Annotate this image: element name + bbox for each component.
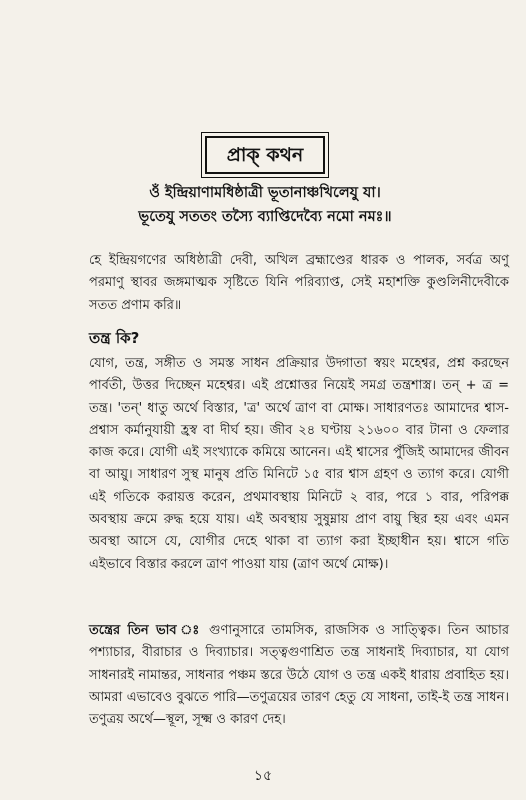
chapter-title: প্রাক্ কথন [205, 136, 325, 174]
page-number: ১৫ [253, 768, 273, 784]
verse-line-1: ওঁ ইন্দ্রিয়াণামধিষ্ঠাত্রী ভূতানাঞ্চখিলেযু যা। [149, 185, 381, 201]
verse-line-2: ভূতেযু সততং তস্যৈ ব্যাপ্তিদেব্যৈ নমো নমঃ॥ [138, 209, 392, 225]
bhava-text: গুণানুসারে তামসিক, রাজসিক ও সাত্ত্বিক। তিন আচার পশ্যাচার, বীরাচার ও দিব্যাচার। সত্ত্বগুণাশ্রিত তন্ত্র সাধনাই দিব্যাচার, যা যোগ সাধনারই নামান্তর, সাধনার পঞ্চম স্তরে উঠে যোগ ও তন্ত্র একই ধারায় প্রবাহিত হয়। আমরা এভাবেও বুঝতে পারি—তণুত্রয়ের তারণ হেতু যে সাধনা, তাই-ই তন্ত্র সাধন। তণুত্রয় অর্থে—স্থূল, সূক্ষ্ম ও কারণ দেহ। [89, 623, 509, 728]
intro-paragraph: হে ইন্দ্রিয়গণের অধিষ্ঠাত্রী দেবী, অখিল ব্রহ্মাণ্ডের ধারক ও পালক, সর্বত্র অণু পরমাণু স্থাবর জঙ্গমাত্মক সৃষ্টিতে যিনি পরিব্যাপ্ত, সেই মহাশক্তি কুণ্ডলিনীদেবীকে সতত প্রণাম করি॥ [89, 253, 509, 313]
section-heading: তন্ত্র কি? [89, 329, 140, 347]
tantra-paragraph: যোগ, তন্ত্র, সঙ্গীত ও সমস্ত সাধন প্রক্রিয়ার উদ্গাতা স্বয়ং মহেশ্বর, প্রশ্ন করছেন পার্বতী, উত্তর দিচ্ছেন মহেশ্বর। এই প্রশ্নোত্তর নিয়েই সমগ্র তন্ত্রশাস্ত্র। তন্ + ত্র = তন্ত্র। 'তন্' ধাতু অর্থে বিস্তার, 'ত্র' অর্থে ত্রাণ বা মোক্ষ। সাধারণতঃ আমাদের শ্বাস-প্রশ্বাস কর্মানুযায়ী হ্রস্ব বা দীর্ঘ হয়। জীব ২৪ ঘণ্টায় ২১৬০০ বার টানা ও ফেলার কাজ করে। যোগী এই সংখ্যাকে কমিয়ে আনেন। এই শ্বাসের পুঁজিই আমাদের জীবন বা আয়ু। সাধারণ সুস্থ মানুষ প্রতি মিনিটে ১৫ বার শ্বাস গ্রহণ ও ত্যাগ করে। যোগী এই গতিকে করায়ত্ত করেন, প্রথমাবস্থায় মিনিটে ২ বার, পরে ১ বার, পরিপক্ক অবস্থায় ক্রমে রুদ্ধ হয়ে যায়। এই অবস্থায় সুষুম্নায় প্রাণ বায়ু স্থির হয় এবং এমন অবস্থা আসে যে, যোগীর দেহে থাকা বা ত্যাগ করা ইচ্ছাধীন হয়। শ্বাসে গতি এইভাবে বিস্তার করলে ত্রাণ পাওয়া যায় (ত্রাণ অর্থে মোক্ষ)। [89, 356, 509, 572]
bhava-lead: তন্ত্রের তিন ভাব ঃ [89, 623, 203, 638]
bhava-paragraph [89, 620, 509, 731]
